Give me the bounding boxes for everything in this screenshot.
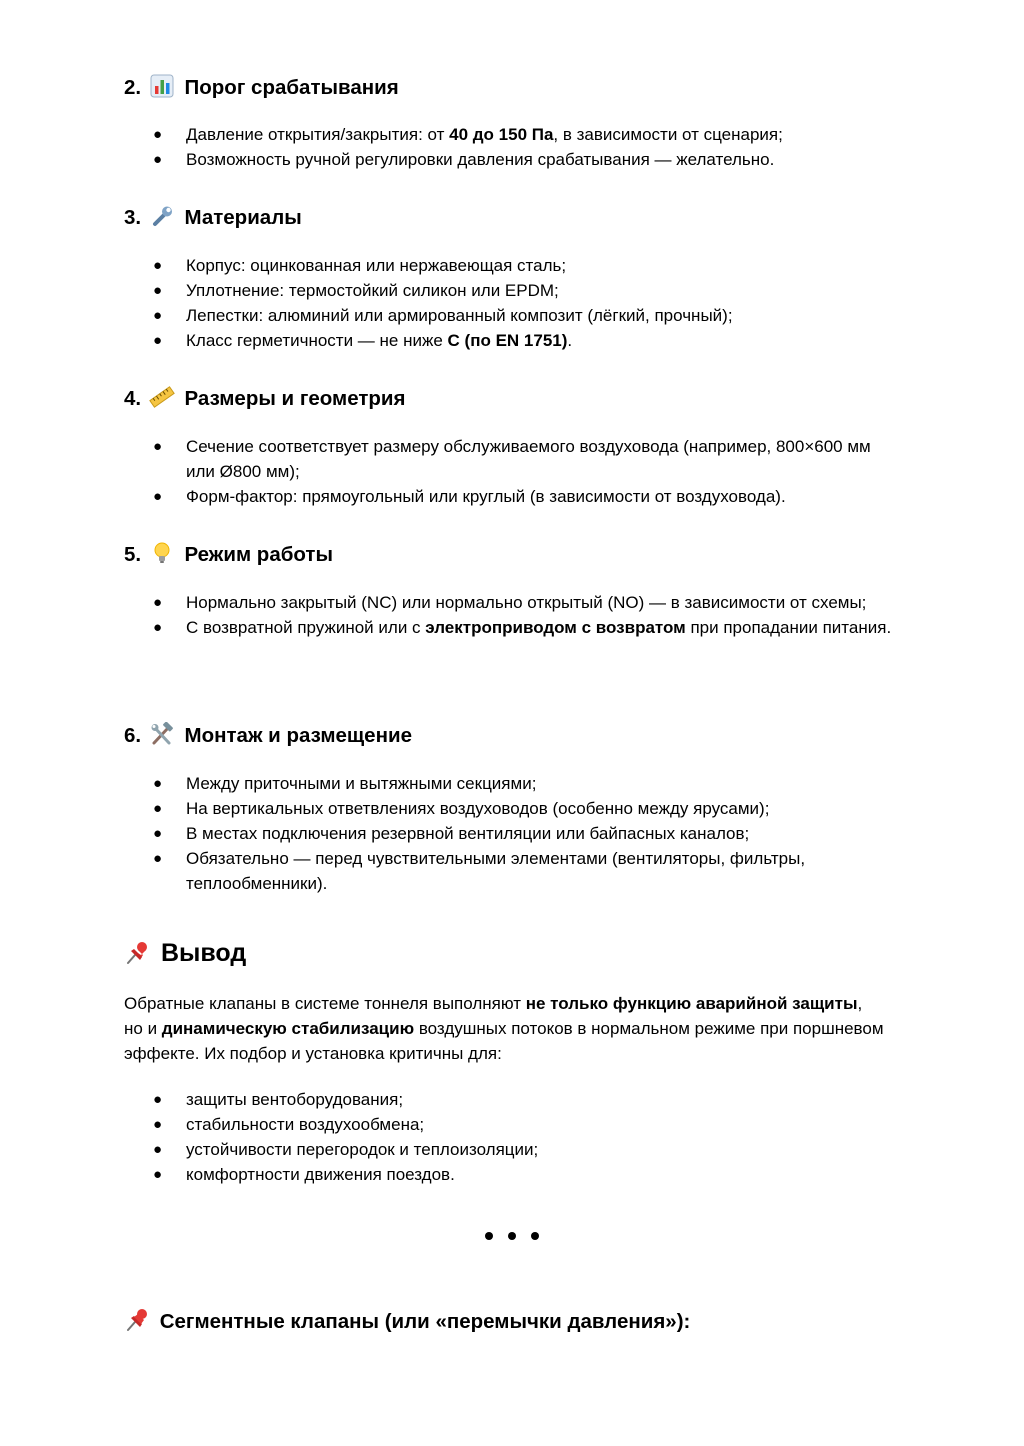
text-run: В местах подключения резервной вентиляции или байпасных каналов; [186, 824, 750, 843]
section-heading-3 [124, 204, 302, 231]
list-item [124, 590, 904, 615]
bullet-icon: ● [153, 800, 163, 817]
text-run: стабильности воздухообмена; [186, 1115, 425, 1134]
bold-text: не только функцию аварийной защиты [525, 994, 858, 1013]
section-list-6 [124, 771, 904, 896]
separator-dot [531, 1232, 539, 1240]
bullet-icon: ● [153, 1166, 163, 1183]
bullet-icon: ● [153, 825, 163, 842]
conclusion-paragraph [124, 991, 884, 1066]
text-run: На вертикальных ответвлениях воздуховодов (особенно между ярусами); [186, 799, 770, 818]
bullet-icon: ● [153, 850, 163, 867]
section-number: 3. [124, 206, 142, 229]
list-item [124, 122, 904, 147]
separator-dot [508, 1232, 516, 1240]
list-item [124, 821, 904, 846]
section-heading-6 [124, 722, 412, 749]
text-run: Уплотнение: термостойкий силикон или EPDM; [186, 281, 559, 300]
bar-chart-icon [149, 74, 175, 98]
list-item [124, 434, 904, 484]
bullet-icon: ● [153, 594, 163, 611]
separator-dot [485, 1232, 493, 1240]
text-run: , но и [124, 994, 863, 1038]
text-run: Форм-фактор: прямоугольный или круглый (в зависимости от воздуховода). [186, 487, 786, 506]
conclusion-title: Вывод [160, 939, 247, 967]
list-item [124, 1137, 904, 1162]
bullet-icon: ● [153, 257, 163, 274]
list-item [124, 328, 904, 353]
list-item [124, 796, 904, 821]
bullet-icon: ● [153, 332, 163, 349]
hammer-and-wrench-icon [149, 722, 175, 746]
text-run: устойчивости перегородок и теплоизоляции; [186, 1140, 539, 1159]
text-run: . [567, 331, 573, 350]
section-heading-4 [124, 385, 405, 412]
bold-text: динамическую стабилизацию [161, 1019, 415, 1038]
text-run: защиты вентоборудования; [186, 1090, 404, 1109]
text-run: при пропадании питания. [685, 618, 892, 637]
bullet-icon: ● [153, 438, 163, 455]
bullet-icon: ● [153, 1091, 163, 1108]
list-item [124, 1087, 904, 1112]
section-number: 5. [124, 543, 142, 566]
text-run: С возвратной пружиной или с [186, 618, 426, 637]
list-item [124, 303, 904, 328]
text-run: Сечение соответствует размеру обслуживаемого воздуховода (например, 800×600 мм или Ø800 мм); [186, 437, 871, 481]
next-section-heading [124, 1308, 690, 1335]
text-run: Корпус: оцинкованная или нержавеющая сталь; [186, 256, 567, 275]
section-number: 4. [124, 387, 142, 410]
list-item [124, 771, 904, 796]
ruler-icon [149, 385, 175, 409]
section-title: Материалы [184, 206, 302, 229]
bullet-icon: ● [153, 1141, 163, 1158]
conclusion-list [124, 1087, 904, 1187]
text-run: Между приточными и вытяжными секциями; [186, 774, 537, 793]
bullet-icon: ● [153, 619, 163, 636]
list-item [124, 278, 904, 303]
list-item [124, 484, 904, 509]
text-run: Лепестки: алюминий или армированный композит (лёгкий, прочный); [186, 306, 733, 325]
section-number: 6. [124, 724, 142, 747]
section-heading-2 [124, 74, 399, 101]
text-run: воздушных потоков в нормальном режиме при поршневом эффекте. Их подбор и установка критичны для: [124, 1019, 884, 1063]
bold-text: электроприводом с возвратом [425, 618, 686, 637]
bullet-icon: ● [153, 775, 163, 792]
text-run: Обязательно — перед чувствительными элементами (вентиляторы, фильтры, теплообменники). [186, 849, 806, 893]
section-separator [485, 1232, 545, 1240]
text-run: Давление открытия/закрытия: от [186, 125, 450, 144]
section-heading-5 [124, 541, 333, 568]
bullet-icon: ● [153, 307, 163, 324]
wrench-icon [149, 204, 175, 228]
list-item [124, 147, 904, 172]
conclusion-heading [124, 937, 246, 969]
light-bulb-icon [149, 541, 175, 565]
list-item [124, 846, 904, 896]
pushpin-icon [124, 941, 150, 965]
text-run: Возможность ручной регулировки давления срабатывания — желательно. [186, 150, 775, 169]
section-title: Режим работы [184, 543, 333, 566]
list-item [124, 253, 904, 278]
text-run: Обратные клапаны в системе тоннеля выполняют [124, 994, 526, 1013]
bullet-icon: ● [153, 1116, 163, 1133]
section-list-4 [124, 434, 904, 509]
text-run: комфортности движения поездов. [186, 1165, 455, 1184]
section-list-3 [124, 253, 904, 353]
bullet-icon: ● [153, 126, 163, 143]
section-number: 2. [124, 76, 142, 99]
bullet-icon: ● [153, 488, 163, 505]
bold-text: C (по EN 1751) [447, 331, 568, 350]
text-run: , в зависимости от сценария; [553, 125, 783, 144]
bullet-icon: ● [153, 282, 163, 299]
next-section-title: Сегментные клапаны (или «перемычки давления»): [159, 1310, 691, 1333]
section-title: Размеры и геометрия [184, 387, 406, 410]
list-item [124, 1112, 904, 1137]
section-list-5 [124, 590, 904, 640]
pushpin-icon [124, 1308, 150, 1332]
bold-text: 40 до 150 Па [449, 125, 554, 144]
bullet-icon: ● [153, 151, 163, 168]
section-title: Монтаж и размещение [184, 724, 412, 747]
text-run: Нормально закрытый (NC) или нормально открытый (NO) — в зависимости от схемы; [186, 593, 867, 612]
section-title: Порог срабатывания [184, 76, 399, 99]
text-run: Класс герметичности — не ниже [186, 331, 448, 350]
section-list-2 [124, 122, 904, 172]
list-item [124, 1162, 904, 1187]
list-item [124, 615, 904, 640]
